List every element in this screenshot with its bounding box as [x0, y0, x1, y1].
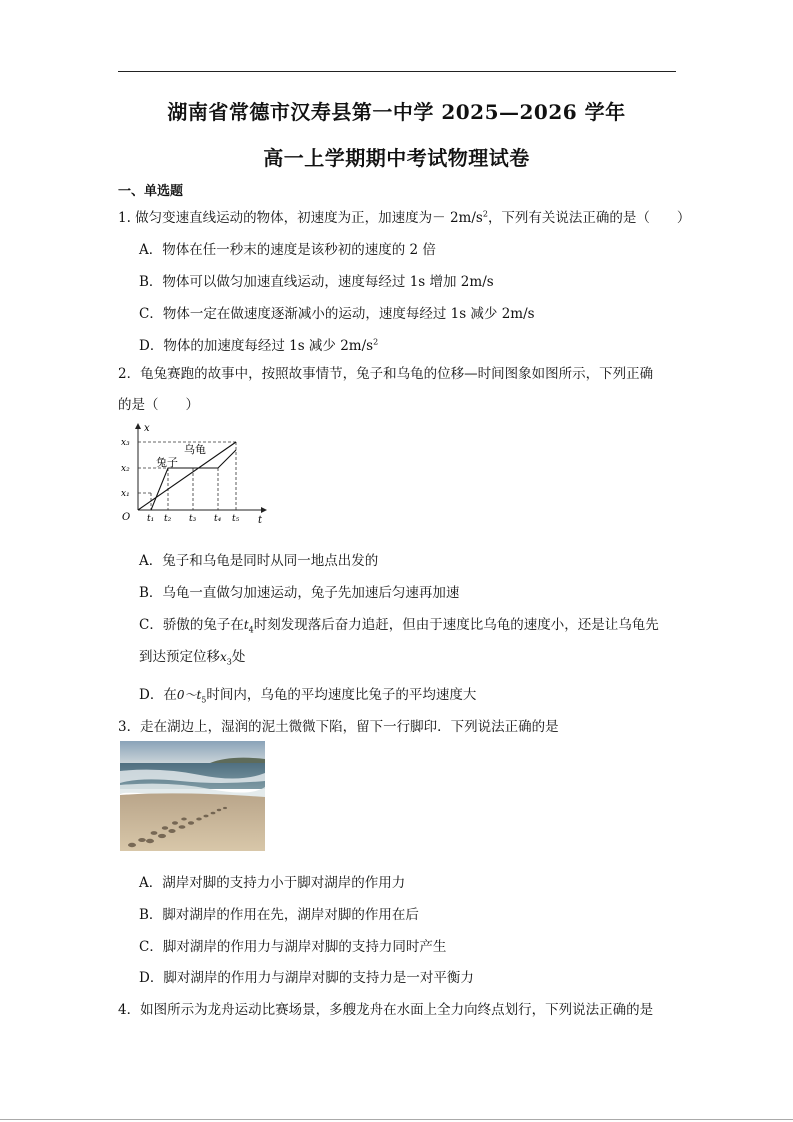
- question-3-stem: 3．走在湖边上，湿润的泥土微微下陷，留下一行脚印．下列说法正确的是: [118, 719, 559, 735]
- question-4-stem: 4．如图所示为龙舟运动比赛场景，多艘龙舟在水面上全力向终点划行，下列说法正确的是: [118, 1002, 654, 1018]
- x-axis-label: t: [258, 515, 263, 526]
- question-1-stem: 1. 做匀变速直线运动的物体，初速度为正，加速度为－ $2m/s^2$，下列有关说法正确的是（ ）: [118, 209, 691, 226]
- question-2-stem-line1: 2．龟兔赛跑的故事中，按照故事情节，兔子和乌龟的位移—时间图象如图所示，下列正确: [118, 366, 654, 382]
- y-tick-x2: x₂: [121, 464, 130, 474]
- exam-title-line1: 湖南省常德市汉寿县第一中学 2025—2026 学年: [167, 100, 626, 124]
- beach-footprints-photo: [120, 741, 265, 851]
- question-3-option-c: C．脚对湖岸的作用力与湖岸对脚的支持力同时产生: [139, 939, 447, 955]
- question-1-option-b: B．物体可以做匀加速直线运动，速度每经过 1s 增加 2m/s: [139, 274, 494, 290]
- y-axis-label: x: [144, 423, 150, 434]
- exam-title-line2: 高一上学期期中考试物理试卷: [263, 146, 530, 170]
- header-rule: [118, 71, 676, 72]
- question-3-option-b: B．脚对湖岸的作用在先，湖岸对脚的作用在后: [139, 907, 419, 923]
- x-tick-t2: t₂: [164, 514, 172, 524]
- section-heading: 一、单选题: [118, 184, 184, 199]
- question-3-option-a: A．湖岸对脚的支持力小于脚对湖岸的作用力: [139, 875, 406, 891]
- question-2-option-d: D．在$0\sim t_5$时间内，乌龟的平均速度比兔子的平均速度大: [139, 687, 477, 705]
- displacement-time-graph: [116, 420, 272, 526]
- x-tick-t3: t₃: [189, 514, 197, 524]
- x-tick-t4: t₄: [214, 514, 222, 524]
- question-2-option-a: A．兔子和乌龟是同时从同一地点出发的: [139, 553, 379, 569]
- question-2-option-c-line2: 到达预定位移$x_3$处: [139, 649, 246, 667]
- question-2-option-b: B．乌龟一直做匀加速运动，兔子先加速后匀速再加速: [139, 585, 460, 601]
- x-tick-t1: t₁: [147, 514, 155, 524]
- rabbit-label: 兔子: [156, 456, 178, 469]
- question-2-stem-line2: 的是（ ）: [118, 397, 199, 413]
- x-tick-t5: t₅: [232, 514, 240, 524]
- question-1-option-d: D．物体的加速度每经过 1s 减少 $2m/s^2$: [139, 337, 379, 354]
- page-bottom-edge: [0, 1119, 793, 1120]
- y-tick-x1: x₁: [121, 489, 130, 499]
- question-2-option-c-line1: C．骄傲的兔子在$t_4$时刻发现落后奋力追赶，但由于速度比乌龟的速度小，还是让乌龟先: [139, 617, 659, 635]
- tortoise-label: 乌龟: [184, 443, 206, 456]
- origin-label: O: [122, 512, 131, 523]
- question-1-option-c: C．物体一定在做速度逐渐减小的运动，速度每经过 1s 减少 2m/s: [139, 306, 535, 322]
- question-3-option-d: D．脚对湖岸的作用力与湖岸对脚的支持力是一对平衡力: [139, 970, 474, 986]
- y-tick-x3: x₃: [121, 438, 130, 448]
- question-1-option-a: A．物体在任一秒末的速度是该秒初的速度的 2 倍: [139, 242, 436, 258]
